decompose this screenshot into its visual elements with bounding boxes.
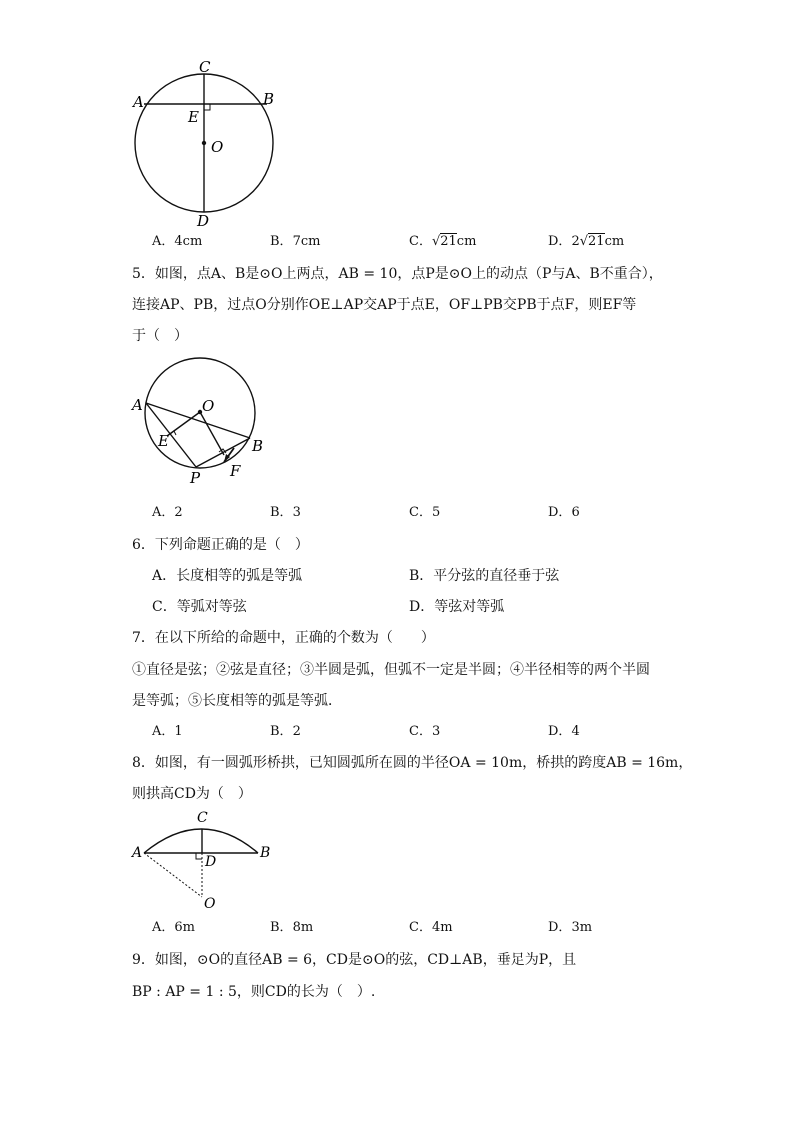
q6-stem: 6．下列命题正确的是（ ）	[132, 537, 309, 553]
q4-label-C: C	[199, 58, 211, 76]
q4-label-D: D	[197, 212, 210, 230]
q8-stem-line2: 则拱高CD为（ ）	[132, 786, 252, 802]
q6-option-b[interactable]: B．平分弦的直径垂于弦	[409, 568, 560, 584]
q9-stem-line2: BP : AP = 1 : 5，则CD的长为（ ）.	[132, 984, 376, 1000]
q5-circle-figure	[128, 355, 278, 485]
q8-option-c[interactable]: C．4m	[409, 920, 453, 935]
q8-label-B: B	[260, 845, 271, 861]
q9-stem-line1: 9．如图，⊙O的直径AB = 6，CD是⊙O的弦，CD⊥AB，垂足为P，且	[132, 952, 577, 968]
q7-statements-line1: ①直径是弦；②弦是直径；③半圆是弧，但弧不一定是半圆；④半径相等的两个半圆	[132, 662, 650, 678]
q8-option-b[interactable]: B．8m	[270, 920, 314, 935]
q7-stem: 7．在以下所给的命题中，正确的个数为（ ）	[132, 630, 435, 646]
q5-stem-line1: 5．如图，点A、B是⊙O上两点，AB = 10，点P是⊙O上的动点（P与A、B不重合），	[132, 266, 663, 282]
q4-label-A: A	[133, 93, 144, 111]
q5-stem-line2: 连接AP、PB，过点O分别作OE⊥AP交AP于点E，OF⊥PB交PB于点F，则EF等	[132, 297, 637, 313]
q7-statements-line2: 是等弧；⑤长度相等的弧是等弧．	[132, 693, 342, 709]
q5-option-c[interactable]: C．5	[409, 505, 441, 520]
q5-option-d[interactable]: D．6	[548, 505, 580, 520]
q5-label-B: B	[252, 437, 264, 455]
q5-stem-line3: 于（ ）	[132, 328, 188, 344]
q4-option-c[interactable]: C．√21cm	[409, 234, 477, 249]
q8-stem-line1: 8．如图，有一圆弧形桥拱，已知圆弧所在圆的半径OA = 10m，桥拱的跨度AB = 16m，	[132, 755, 693, 771]
q8-option-d[interactable]: D．3m	[548, 920, 593, 935]
q7-option-d[interactable]: D．4	[548, 724, 580, 739]
q8-label-C: C	[197, 810, 208, 826]
sqrt-sign: √	[431, 234, 441, 249]
q5-label-P: P	[190, 469, 201, 485]
q5-option-b[interactable]: B．3	[270, 505, 301, 520]
q8-label-A: A	[132, 845, 143, 861]
q8-label-O: O	[204, 896, 216, 912]
q4-label-B: B	[263, 90, 275, 108]
q4-option-d[interactable]: D．2√21cm	[548, 234, 625, 249]
q5-label-O: O	[202, 397, 215, 415]
q4-option-a[interactable]: A．4cm	[152, 234, 203, 249]
q5-label-E: E	[158, 432, 169, 450]
q7-option-b[interactable]: B．2	[270, 724, 301, 739]
q7-option-c[interactable]: C．3	[409, 724, 441, 739]
q5-label-F: F	[230, 462, 241, 480]
q4-label-E: E	[188, 108, 199, 126]
q6-option-a[interactable]: A．长度相等的弧是等弧	[152, 568, 303, 584]
q8-bridge-arch-figure	[128, 806, 278, 914]
q5-option-a[interactable]: A．2	[152, 505, 183, 520]
q4-label-O: O	[211, 138, 224, 156]
q4-option-b[interactable]: B．7cm	[270, 234, 321, 249]
q6-option-c[interactable]: C．等弧对等弦	[152, 599, 247, 615]
q4-circle-figure	[125, 55, 295, 230]
sqrt-sign: √	[579, 234, 589, 249]
q5-label-A: A	[132, 396, 143, 414]
q7-option-a[interactable]: A．1	[152, 724, 183, 739]
q8-option-a[interactable]: A．6m	[152, 920, 195, 935]
q6-option-d[interactable]: D．等弦对等弧	[409, 599, 505, 615]
q8-label-D: D	[205, 854, 217, 870]
